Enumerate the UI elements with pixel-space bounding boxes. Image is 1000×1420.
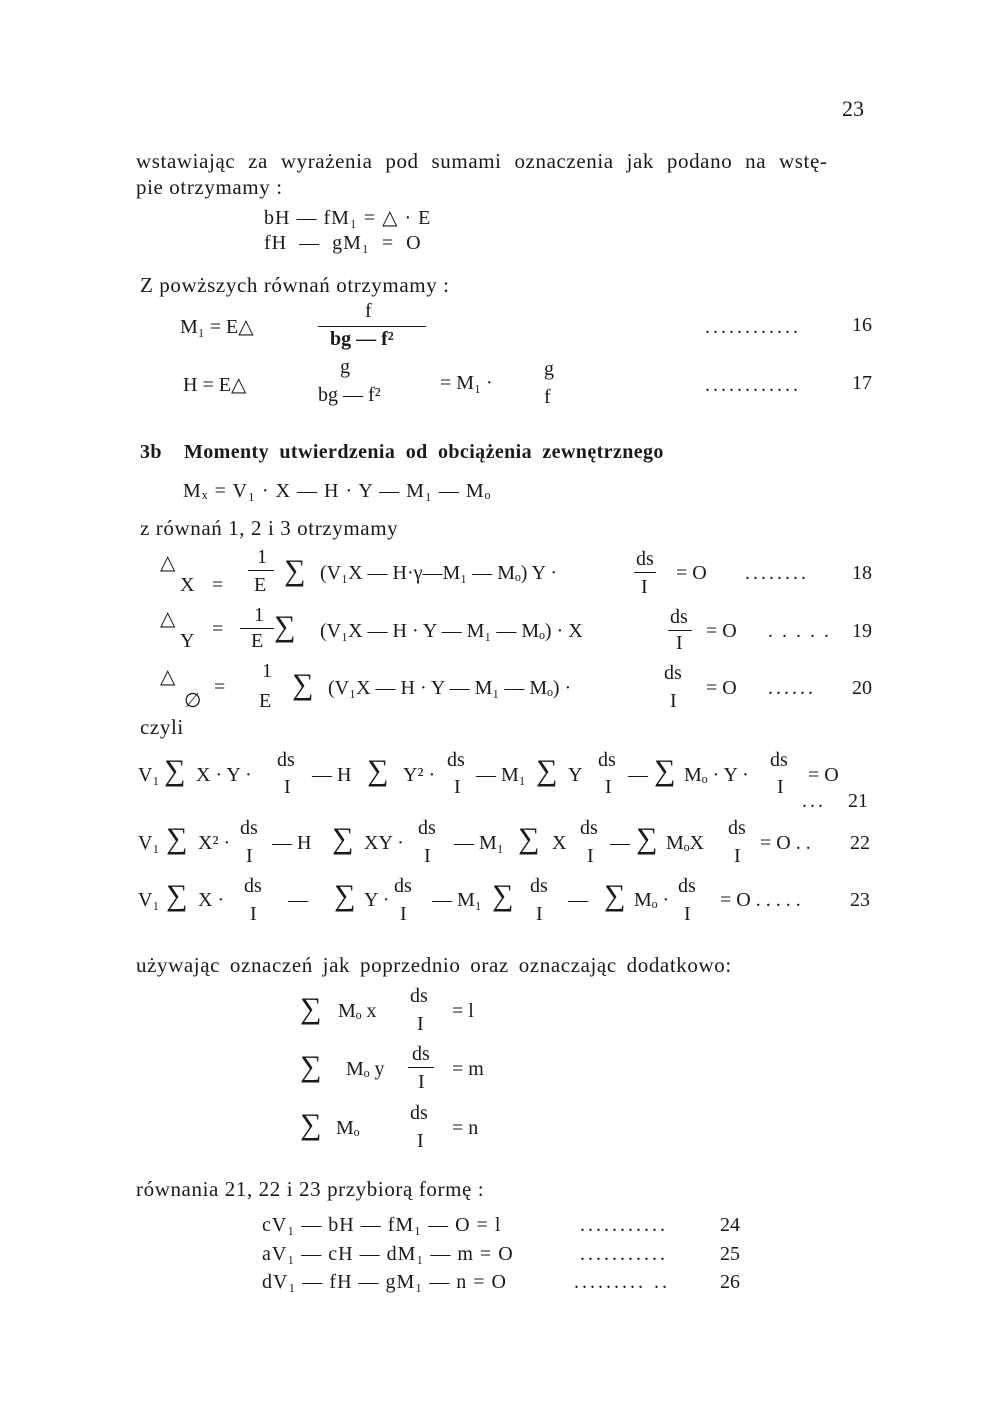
eq22-sigma-2-icon: ∑	[332, 822, 354, 855]
eq18-body: (V₁X — H·γ—M₁ — Mₒ) Y ·	[320, 562, 558, 584]
def1-body: Mₒ x	[338, 1000, 377, 1022]
page-number: 23	[842, 96, 864, 121]
eq21-sigma-1-icon: ∑	[164, 754, 186, 787]
def3-I: I	[417, 1130, 424, 1152]
eq19-sigma-icon: ∑	[274, 610, 296, 643]
eq20-number: 20	[852, 677, 872, 699]
eq18-dots: ........	[745, 562, 809, 584]
eq21-term-h: — H	[312, 764, 352, 786]
eq22-term-m1: — M₁	[454, 832, 504, 854]
eq17-mid: = M₁ ·	[440, 372, 493, 394]
eq19-delta: △	[160, 608, 176, 630]
eq22-ds-3: ds	[580, 817, 598, 839]
eq19-ds: ds	[670, 606, 688, 628]
eq21-term-m1: — M₁	[476, 764, 526, 786]
eq20-delta: △	[160, 666, 176, 688]
eq22-I-1: I	[246, 845, 253, 867]
intro-line-1: wstawiając za wyrażenia pod sumami oznaczenia jak podano na wstę-	[136, 149, 828, 173]
eq22-number: 22	[850, 832, 870, 854]
eq23-I-1: I	[250, 903, 257, 925]
eq21-rhs: = O	[808, 764, 839, 786]
eq22-term-xy: XY ·	[364, 832, 404, 854]
eq16-dots: ............	[705, 316, 801, 338]
eq17-number: 17	[852, 372, 872, 394]
eq20-ds: ds	[664, 662, 682, 684]
eq21-v1: V₁	[138, 764, 160, 786]
z-rownan-text: z równań 1, 2 i 3 otrzymamy	[140, 516, 399, 540]
eq19-body: (V₁X — H · Y — M₁ — Mₒ) · X	[320, 620, 583, 642]
eq22-minus: —	[610, 832, 630, 854]
eq19-fraction-bar	[240, 628, 274, 629]
eq22-term-x2: X² ·	[198, 832, 231, 854]
def1-rhs: = l	[452, 1000, 474, 1022]
def2-sigma-icon: ∑	[300, 1050, 322, 1083]
eq18-subscript: X	[180, 574, 195, 596]
eq22-term-x: X	[552, 832, 567, 854]
eq19-rhs: = O	[706, 620, 737, 642]
def1-I: I	[417, 1013, 424, 1035]
eq19-subscript: Y	[180, 630, 195, 652]
eq23-term-x: X ·	[198, 889, 225, 911]
eq25-number: 25	[720, 1243, 740, 1265]
eq17-numerator-2: g	[544, 358, 554, 380]
eq21-dots: ...	[802, 790, 826, 812]
def1-ds: ds	[410, 985, 428, 1007]
eq18-fraction-bar	[248, 570, 274, 571]
eq22-term-mox: MₒX	[666, 832, 704, 854]
eq23-ds-4: ds	[678, 875, 696, 897]
uzywajac-text: używając oznaczeń jak poprzednio oraz oznaczając dodatkowo:	[136, 953, 732, 977]
eq22-sigma-4-icon: ∑	[636, 822, 658, 855]
eq23-sigma-4-icon: ∑	[604, 879, 626, 912]
eq24-number: 24	[720, 1214, 740, 1236]
eq18-ds-bar	[634, 572, 656, 573]
def2-fraction-bar	[408, 1067, 434, 1068]
eq23-ds-3: ds	[530, 875, 548, 897]
def2-body: Mₒ y	[346, 1058, 385, 1080]
def2-I: I	[418, 1071, 425, 1093]
eq24-dots: ...........	[580, 1214, 668, 1236]
def1-sigma-icon: ∑	[300, 992, 322, 1025]
eq21-number: 21	[848, 790, 868, 812]
eq18-I: I	[641, 576, 648, 598]
eq22-v1: V₁	[138, 832, 160, 854]
def3-ds: ds	[410, 1102, 428, 1124]
eq21-ds-3: ds	[598, 749, 616, 771]
eq17-denominator: bg — f²	[318, 384, 381, 406]
section-title: Momenty utwierdzenia od obciążenia zewnętrznego	[184, 441, 664, 463]
section-label: 3b	[140, 441, 162, 463]
eq26-number: 26	[720, 1271, 740, 1293]
eq23-number: 23	[850, 889, 870, 911]
czyli-text: czyli	[140, 715, 184, 739]
eq26-dots: ......... ..	[574, 1271, 670, 1293]
eq18-numerator: 1	[257, 546, 267, 568]
eq23-v1: V₁	[138, 889, 160, 911]
eq21-I-1: I	[284, 776, 291, 798]
eq22-rhs: = O . .	[760, 832, 811, 854]
eq23-I-2: I	[400, 903, 407, 925]
eq18-ds: ds	[636, 548, 654, 570]
mx-equation: Mₓ = V₁ · X — H · Y — M₁ — Mₒ	[183, 480, 492, 502]
eq21-sigma-4-icon: ∑	[654, 754, 676, 787]
eq16-denominator: bg — f²	[330, 328, 394, 350]
eq17-lhs: H = E△	[183, 374, 247, 396]
eq23-term-y: Y ·	[364, 889, 390, 911]
eq21-ds-2: ds	[447, 749, 465, 771]
eq25: aV₁ — cH — dM₁ — m = O	[262, 1243, 514, 1265]
def3-sigma-icon: ∑	[300, 1108, 322, 1141]
eq23-I-3: I	[536, 903, 543, 925]
eq19-I: I	[676, 632, 683, 654]
eq26: dV₁ — fH — gM₁ — n = O	[262, 1271, 507, 1293]
eq22-I-3: I	[587, 845, 594, 867]
eq22-I-4: I	[734, 845, 741, 867]
eq18-equals: =	[212, 574, 224, 596]
eq22-ds-1: ds	[240, 817, 258, 839]
eq19-denominator: E	[251, 630, 264, 652]
eq21-sigma-3-icon: ∑	[536, 754, 558, 787]
eq25-dots: ...........	[580, 1243, 668, 1265]
eq19-numerator: 1	[254, 604, 264, 626]
eq20-equals: =	[214, 676, 226, 698]
def3-body: Mₒ	[336, 1117, 360, 1139]
rownania-text: równania 21, 22 i 23 przybiorą formę :	[136, 1177, 485, 1201]
eq23-ds-1: ds	[244, 875, 262, 897]
eq20-body: (V₁X — H · Y — M₁ — Mₒ) ·	[328, 677, 572, 699]
eq21-sigma-2-icon: ∑	[367, 754, 389, 787]
eq16-fraction-bar	[318, 326, 426, 327]
eq20-numerator: 1	[262, 660, 272, 682]
eq19-dots: . . . . .	[768, 620, 831, 642]
eq17-dots: ............	[705, 374, 801, 396]
eq19-ds-bar	[668, 630, 692, 631]
eq18-delta: △	[160, 552, 176, 574]
eq16-numerator: f	[365, 300, 372, 322]
sys1-eq1: bH — fM₁ = △ · E	[264, 207, 432, 229]
eq23-term-mo: Mₒ ·	[634, 889, 670, 911]
eq18-number: 18	[852, 562, 872, 584]
eq21-term-y: Y	[568, 764, 583, 786]
eq24: cV₁ — bH — fM₁ — O = l	[262, 1214, 502, 1236]
eq21-I-3: I	[605, 776, 612, 798]
def2-ds: ds	[412, 1043, 430, 1065]
eq21-I-2: I	[454, 776, 461, 798]
eq20-I: I	[670, 690, 677, 712]
eq21-ds-4: ds	[770, 749, 788, 771]
eq23-I-4: I	[684, 903, 691, 925]
eq18-denominator: E	[254, 574, 267, 596]
sys1-eq2: fH — gM₁ = O	[264, 232, 422, 254]
def2-rhs: = m	[452, 1058, 484, 1080]
eq19-equals: =	[212, 618, 224, 640]
eq22-ds-2: ds	[418, 817, 436, 839]
eq16-number: 16	[852, 314, 872, 336]
eq17-denominator-2: f	[544, 386, 551, 408]
eq23-minus-1: —	[288, 889, 308, 911]
eq18-sigma-icon: ∑	[284, 554, 306, 587]
eq23-sigma-2-icon: ∑	[334, 879, 356, 912]
eq20-rhs: = O	[706, 677, 737, 699]
eq23-sigma-1-icon: ∑	[166, 879, 188, 912]
eq20-sigma-icon: ∑	[292, 668, 314, 701]
eq20-subscript: ∅	[184, 690, 202, 712]
eq23-minus-2: —	[568, 889, 588, 911]
eq23-term-m1: — M₁	[432, 889, 482, 911]
eq23-rhs: = O . . . . .	[720, 889, 801, 911]
eq20-dots: ......	[768, 677, 816, 699]
intro-line-2: pie otrzymamy :	[136, 175, 283, 199]
eq20-denominator: E	[259, 690, 272, 712]
eq21-ds-1: ds	[277, 749, 295, 771]
z-text: Z powższych równań otrzymamy :	[140, 273, 450, 297]
eq21-term-mo: Mₒ · Y ·	[684, 764, 749, 786]
eq22-term-h: — H	[272, 832, 312, 854]
def3-rhs: = n	[452, 1117, 479, 1139]
eq16-lhs: M₁ = E△	[180, 316, 254, 338]
eq22-sigma-1-icon: ∑	[166, 822, 188, 855]
eq22-I-2: I	[424, 845, 431, 867]
eq21-I-4: I	[777, 776, 784, 798]
eq18-rhs: = O	[676, 562, 707, 584]
eq22-sigma-3-icon: ∑	[518, 822, 540, 855]
eq19-number: 19	[852, 620, 872, 642]
eq23-sigma-3-icon: ∑	[492, 879, 514, 912]
eq23-ds-2: ds	[394, 875, 412, 897]
eq21-term-y2: Y² ·	[403, 764, 436, 786]
eq21-minus: —	[628, 764, 648, 786]
eq17-numerator: g	[340, 356, 350, 378]
eq22-ds-4: ds	[728, 817, 746, 839]
eq21-term-xy: X · Y ·	[196, 764, 252, 786]
